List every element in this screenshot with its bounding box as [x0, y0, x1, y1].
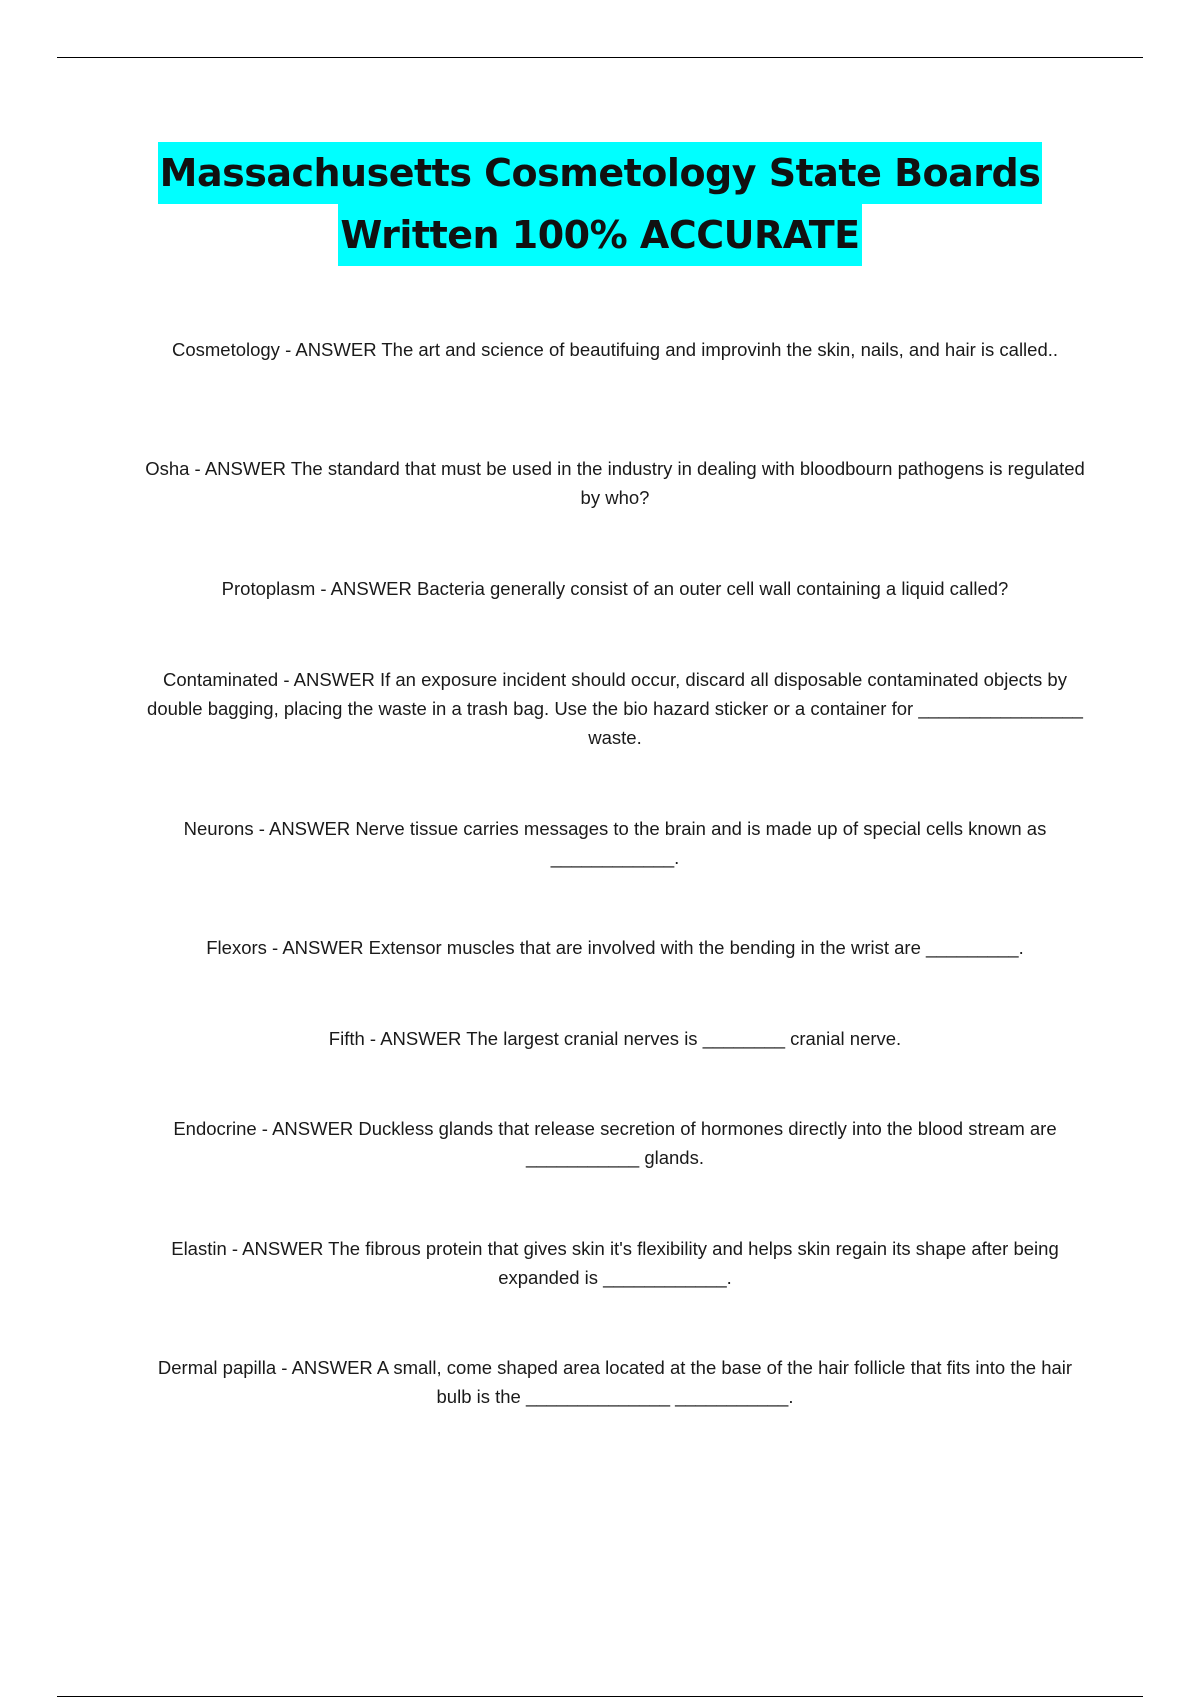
qa-item-protoplasm: Protoplasm - ANSWER Bacteria generally consist of an outer cell wall containing a liquid called? [221, 578, 1009, 599]
qa-item-neurons: Neurons - ANSWER Nerve tissue carries messages to the brain and is made up of special cells known as ____________. [183, 818, 1047, 868]
qa-item-fifth: Fifth - ANSWER The largest cranial nerves is ________ cranial nerve. [328, 1028, 902, 1049]
title-line-2: Written 100% ACCURATE [338, 204, 861, 266]
qa-list [140, 0, 1090, 1700]
qa-item-osha: Osha - ANSWER The standard that must be used in the industry in dealing with bloodbourn pathogens is regulated by who? [145, 458, 1085, 508]
qa-item-flexors: Flexors - ANSWER Extensor muscles that are involved with the bending in the wrist are _________. [206, 937, 1024, 958]
qa-item-contaminated: Contaminated - ANSWER If an exposure incident should occur, discard all disposable contaminated objects by double bagging, placing the waste in a trash bag. Use the bio hazard sticker or a container for ________________ waste. [147, 669, 1083, 748]
bottom-rule [57, 1696, 1143, 1697]
qa-item-endocrine: Endocrine - ANSWER Duckless glands that release secretion of hormones directly into the blood stream are ___________ glands. [173, 1118, 1057, 1168]
title-line-1: Massachusetts Cosmetology State Boards [158, 142, 1043, 204]
qa-item-dermal-papilla: Dermal papilla - ANSWER A small, come shaped area located at the base of the hair follicle that fits into the hair bulb is the ______________ ___________. [157, 1357, 1073, 1407]
qa-item-cosmetology: Cosmetology - ANSWER The art and science of beautifuing and improvinh the skin, nails, and hair is called.. [171, 339, 1059, 360]
qa-item-elastin: Elastin - ANSWER The fibrous protein that gives skin it's flexibility and helps skin regain its shape after being expanded is ____________. [171, 1238, 1059, 1288]
